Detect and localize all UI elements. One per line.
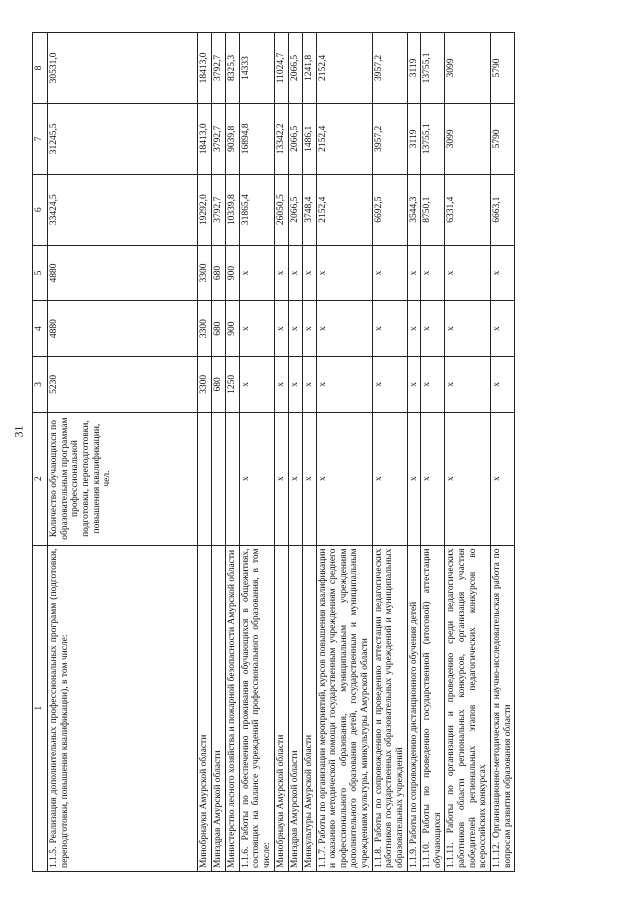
cell-value: 5790 [490, 33, 514, 104]
cell-value: x [407, 356, 421, 412]
cell-value: 3957,2 [372, 103, 407, 174]
cell-value: 3300 [198, 301, 212, 357]
cell-value: 31245,5 [48, 103, 198, 174]
cell-value: 900 [226, 301, 240, 357]
cell-value: 3119 [407, 103, 421, 174]
cell-value: x [239, 356, 274, 412]
cell-value: x [302, 245, 316, 301]
cell-value: 3099 [445, 33, 491, 104]
cell-value: 11024,7 [274, 33, 288, 104]
row-description: 1.1.12. Организационно-методическая и научно-исследовательская работа по вопросам развития образования области [490, 545, 514, 871]
cell-value: x [445, 356, 491, 412]
row-indicator: x [445, 412, 491, 545]
cell-value: 3792,7 [212, 33, 226, 104]
cell-value: 5230 [48, 356, 198, 412]
cell-value: x [372, 301, 407, 357]
cell-value: 680 [212, 301, 226, 357]
row-description: Минкультуры Амурской области [302, 545, 316, 871]
row-indicator [198, 412, 212, 545]
row-indicator: x [302, 412, 316, 545]
col-header: 1 [33, 545, 48, 871]
cell-value: x [239, 245, 274, 301]
cell-value: x [490, 356, 514, 412]
cell-value: 8325,3 [226, 33, 240, 104]
rotated-page-content [32, 32, 610, 872]
cell-value: 5790 [490, 103, 514, 174]
cell-value: x [490, 245, 514, 301]
cell-value: 13755,1 [421, 103, 445, 174]
col-header: 5 [33, 245, 48, 301]
table-row [198, 33, 212, 872]
table-row [226, 33, 240, 872]
row-indicator: x [316, 412, 372, 545]
cell-value: x [302, 301, 316, 357]
column-numbers-row [33, 33, 48, 872]
col-header: 6 [33, 174, 48, 245]
cell-value: 26050,5 [274, 174, 288, 245]
table-row [316, 33, 372, 872]
table-row [372, 33, 407, 872]
cell-value: x [302, 356, 316, 412]
col-header: 4 [33, 301, 48, 357]
row-indicator: x [239, 412, 274, 545]
table-row [302, 33, 316, 872]
cell-value: 9039,8 [226, 103, 240, 174]
cell-value: x [274, 245, 288, 301]
table-row [407, 33, 421, 872]
cell-value: x [316, 245, 372, 301]
cell-value: 30531,0 [48, 33, 198, 104]
row-indicator: x [274, 412, 288, 545]
row-description: Минздрав Амурской области [288, 545, 302, 871]
row-indicator [212, 412, 226, 545]
row-indicator: x [288, 412, 302, 545]
cell-value: x [274, 301, 288, 357]
cell-value: 3300 [198, 356, 212, 412]
cell-value: 2152,4 [316, 33, 372, 104]
row-description: 1.1.8. Работы по сопровождению и проведению аттестации педагогических работников государственных образовательных учреждений и муниципальных образовательных учреждений [372, 545, 407, 871]
cell-value: 6663,1 [490, 174, 514, 245]
col-header: 8 [33, 33, 48, 104]
cell-value: 2066,5 [288, 33, 302, 104]
cell-value: 4880 [48, 301, 198, 357]
row-indicator: x [490, 412, 514, 545]
table-row [445, 33, 491, 872]
cell-value: 2152,4 [316, 103, 372, 174]
cell-value: x [274, 356, 288, 412]
table-row [288, 33, 302, 872]
cell-value: x [490, 301, 514, 357]
row-description: Минобрнауки Амурской области [198, 545, 212, 871]
cell-value: 1250 [226, 356, 240, 412]
cell-value: x [445, 301, 491, 357]
row-description: Минздрав Амурской области [212, 545, 226, 871]
cell-value: x [316, 356, 372, 412]
cell-value: 3119 [407, 33, 421, 104]
cell-value: 3544,3 [407, 174, 421, 245]
cell-value: 18413,0 [198, 33, 212, 104]
table-row [421, 33, 445, 872]
cell-value: x [288, 245, 302, 301]
cell-value: 3748,4 [302, 174, 316, 245]
cell-value: 680 [212, 356, 226, 412]
cell-value: 6692,5 [372, 174, 407, 245]
row-indicator: x [407, 412, 421, 545]
cell-value: x [372, 245, 407, 301]
cell-value: x [421, 301, 445, 357]
cell-value: 1241,8 [302, 33, 316, 104]
cell-value: 900 [226, 245, 240, 301]
cell-value: 2152,4 [316, 174, 372, 245]
row-description: Минобрнауки Амурской области [274, 545, 288, 871]
cell-value: x [445, 245, 491, 301]
cell-value: 6331,4 [445, 174, 491, 245]
col-header: 3 [33, 356, 48, 412]
cell-value: x [288, 301, 302, 357]
cell-value: x [316, 301, 372, 357]
cell-value: 19292,0 [198, 174, 212, 245]
cell-value: 8750,1 [421, 174, 445, 245]
table-row [239, 33, 274, 872]
cell-value: 14333 [239, 33, 274, 104]
row-indicator: x [421, 412, 445, 545]
cell-value: x [288, 356, 302, 412]
cell-value: 10339,8 [226, 174, 240, 245]
row-indicator: x [372, 412, 407, 545]
cell-value: x [407, 245, 421, 301]
cell-value: x [372, 356, 407, 412]
table-row [274, 33, 288, 872]
cell-value: 4880 [48, 245, 198, 301]
row-description: 1.1.6. Работы по обеспечению проживания обучающихся в общежитиях, состоящих на балансе учреждений профессионального образования, в том числе: [239, 545, 274, 871]
cell-value: 3957,2 [372, 33, 407, 104]
row-description: 1.1.11. Работы по организации и проведению среди педагогических работников области региональных конкурсов, организация участия победителей региональных этапов педагогических конкурсов во всероссийских конкурсах [445, 545, 491, 871]
cell-value: 3792,7 [212, 103, 226, 174]
cell-value: 31865,4 [239, 174, 274, 245]
cell-value: x [421, 245, 445, 301]
row-indicator [226, 412, 240, 545]
cell-value: 13755,1 [421, 33, 445, 104]
cell-value: x [239, 301, 274, 357]
cell-value: 18413,0 [198, 103, 212, 174]
budget-table [32, 32, 515, 872]
table-row [48, 33, 198, 872]
cell-value: 680 [212, 245, 226, 301]
cell-value: x [407, 301, 421, 357]
page-number: 31 [11, 425, 26, 438]
cell-value: 3099 [445, 103, 491, 174]
cell-value: 3300 [198, 245, 212, 301]
table-row [490, 33, 514, 872]
row-description: 1.1.10. Работы по проведению государственной (итоговой) аттестации обучающихся [421, 545, 445, 871]
cell-value: 2066,5 [288, 174, 302, 245]
row-description: 1.1.9. Работы по сопровождению дистанционного обучения детей [407, 545, 421, 871]
row-description: Министерство лесного хозяйства и пожарной безопасности Амурской области [226, 545, 240, 871]
cell-value: 16894,8 [239, 103, 274, 174]
row-description: 1.1.7. Работы по организации мероприятий, курсов повышения квалификации и оказанию методической помощи государственным учреждениям среднего профессионального образования, муниципальным учреждениям дополнительного образования детей, государственным и муниципальным учреждениям культуры, минкультуры Амурской области [316, 545, 372, 871]
col-header: 7 [33, 103, 48, 174]
cell-value: 13342,2 [274, 103, 288, 174]
cell-value: 3792,7 [212, 174, 226, 245]
col-header: 2 [33, 412, 48, 545]
cell-value: 33424,5 [48, 174, 198, 245]
cell-value: x [421, 356, 445, 412]
table-row [212, 33, 226, 872]
row-description: 1.1.5. Реализация дополнительных профессиональных программ (подготовки, переподготовки, повышения квалификации), в том числе: [48, 545, 198, 871]
cell-value: 1486,1 [302, 103, 316, 174]
cell-value: 2066,5 [288, 103, 302, 174]
row-indicator: Количество обучающихся по образовательным программам профессиональной подготовки, переподготовки, повышения квалификации, чел. [48, 412, 198, 545]
